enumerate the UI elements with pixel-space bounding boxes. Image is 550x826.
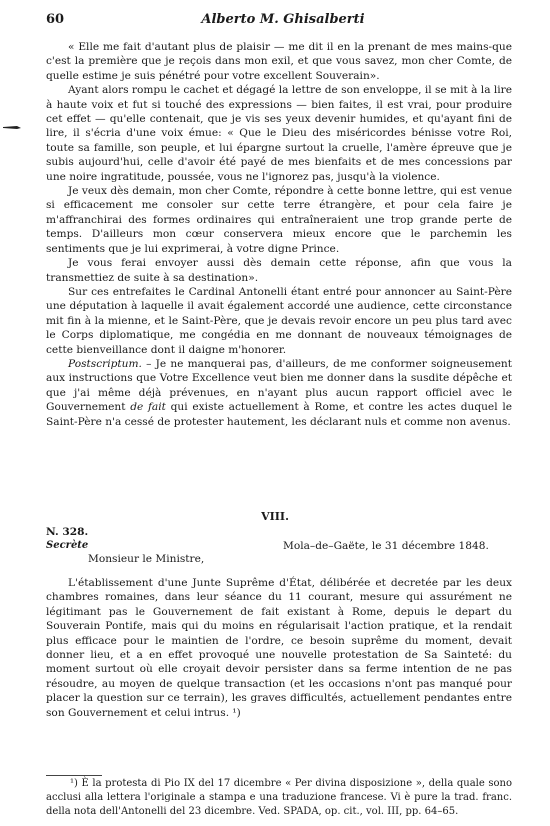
paragraph: Je veux dès demain, mon cher Comte, répondre à cette bonne lettre, qui est venue si efficacement me consoler sur cette terre étrangère, et pour cela faire je m'affranchirai des formes ordinaires qui entraîneraient une trop grande perte de temps. D'ailleurs mon cœur conservera mieux encore que le parchemin les sentiments que je lui exprimerai, à votre digne Prince. (46, 185, 512, 255)
paragraph: « Elle me fait d'autant plus de plaisir — me dit il en la prenant de mes mains-que c'est la première que je reçois dans mon exil, et que vous savez, mon cher Comte, de quelle estime je suis pénétré pour votre excellent Souverain». (46, 41, 512, 82)
salutation: Monsieur le Ministre, (88, 553, 205, 565)
page-number: 60 (46, 12, 65, 27)
paragraph: L'établissement d'une Junte Suprême d'État, délibérée et decretée par les deux chambres romaines, dans leur séance du 11 courant, mesure qui assurément ne légitimant pas le Gouvernement de fait existant à Rome, depuis le depart du Souverain Pontife, mais qui du moins en régularisait l'action pratique, et la rendait plus efficace pour le maintien de l'ordre, ce besoin suprême du moment, devait donner lieu, et a en effet provoqué une nouvelle protestation de Sa Sainteté: du moment surtout où elle croyait devoir persister dans sa ferme intention de ne pas résoudre, au moyen de quelque transaction (et les occasions n'ont pas manqué pour placer la question sur ce terrain), les graves difficultés, actuellement pendantes entre son Gouvernement et celui intrus. ¹) (46, 577, 512, 719)
letter-body (46, 40, 512, 429)
postscript-label: Postscriptum. (68, 357, 142, 370)
margin-mark (3, 124, 21, 130)
footnote-text: ¹) È la protesta di Pio IX del 17 dicembre « Per divina disposizione », della quale sono acclusi alla lettera l'originale a stampa e una traduzione francese. Vi è pure la trad. franc. della nota dell'Antonelli del 23 dicembre. Ved. SPADA, op. cit., vol. III, pp. 64–65. (46, 778, 512, 817)
place-date: Mola–de–Gaëte, le 31 décembre 1848. (283, 540, 489, 552)
postscript-text-end: qui existe actuellement à Rome, et contre les actes duquel le Saint-Père n'a cessé de protester hautement, les déclarant nuls et comme non avenus. (46, 401, 512, 428)
paragraph: Ayant alors rompu le cachet et dégagé la lettre de son enveloppe, il se mit à la lire à haute voix et fut si touché des expressions — bien faites, il est vrai, pour produire cet effet — qu'elle contenait, que je vis ses yeux devenir humides, et qu'ayant fini de lire, il s'écria d'une voix émue: « Que le Dieu des miséricordes bénisse votre Roi, toute sa famille, son peuple, et lui épargne surtout la cruelle, l'amère épreuve que je subis aujourd'hui, celle d'avoir été payé de mes bienfaits et de mes concessions par une noire ingratitude, poussée, vous ne l'ignorez pas, jusqu'à la violence. (46, 84, 512, 183)
running-title: Alberto M. Ghisalberti (201, 12, 365, 27)
paragraph: Sur ces entrefaites le Cardinal Antonelli étant entré pour annoncer au Saint-Père une députation à laquelle il avait également accordé une audience, cette circonstance mit fin à la mienne, et le Saint-Père, que je devais revoir encore un peu plus tard avec le Corps diplomatique, me congédia en me donnant de nouveaux témoignages de cette bienveillance dont il daigne m'honorer. (46, 285, 512, 356)
secret-label: Secrète (46, 540, 89, 551)
footnote (46, 777, 512, 819)
paragraph: Je vous ferai envoyer aussi dès demain cette réponse, afin que vous la transmettiez de suite à sa destination». (46, 257, 512, 284)
postscript-italic: de fait (130, 401, 166, 414)
section-numeral: VIII. (261, 510, 289, 523)
document-number: N. 328. (46, 526, 89, 538)
page-header (46, 12, 520, 32)
postscript (46, 357, 512, 429)
footnote-rule (46, 775, 102, 776)
letter-viii (46, 576, 512, 720)
postscript-text: – Je ne manquerai pas, d'ailleurs, de me conformer soigneusement aux instructions que Votre Excellence veut bien me donner dans la susdite dépêche et que j'ai même déjà prévenues, en n'ayant plus aucun rapport officiel avec le Gouvernement (46, 357, 512, 414)
